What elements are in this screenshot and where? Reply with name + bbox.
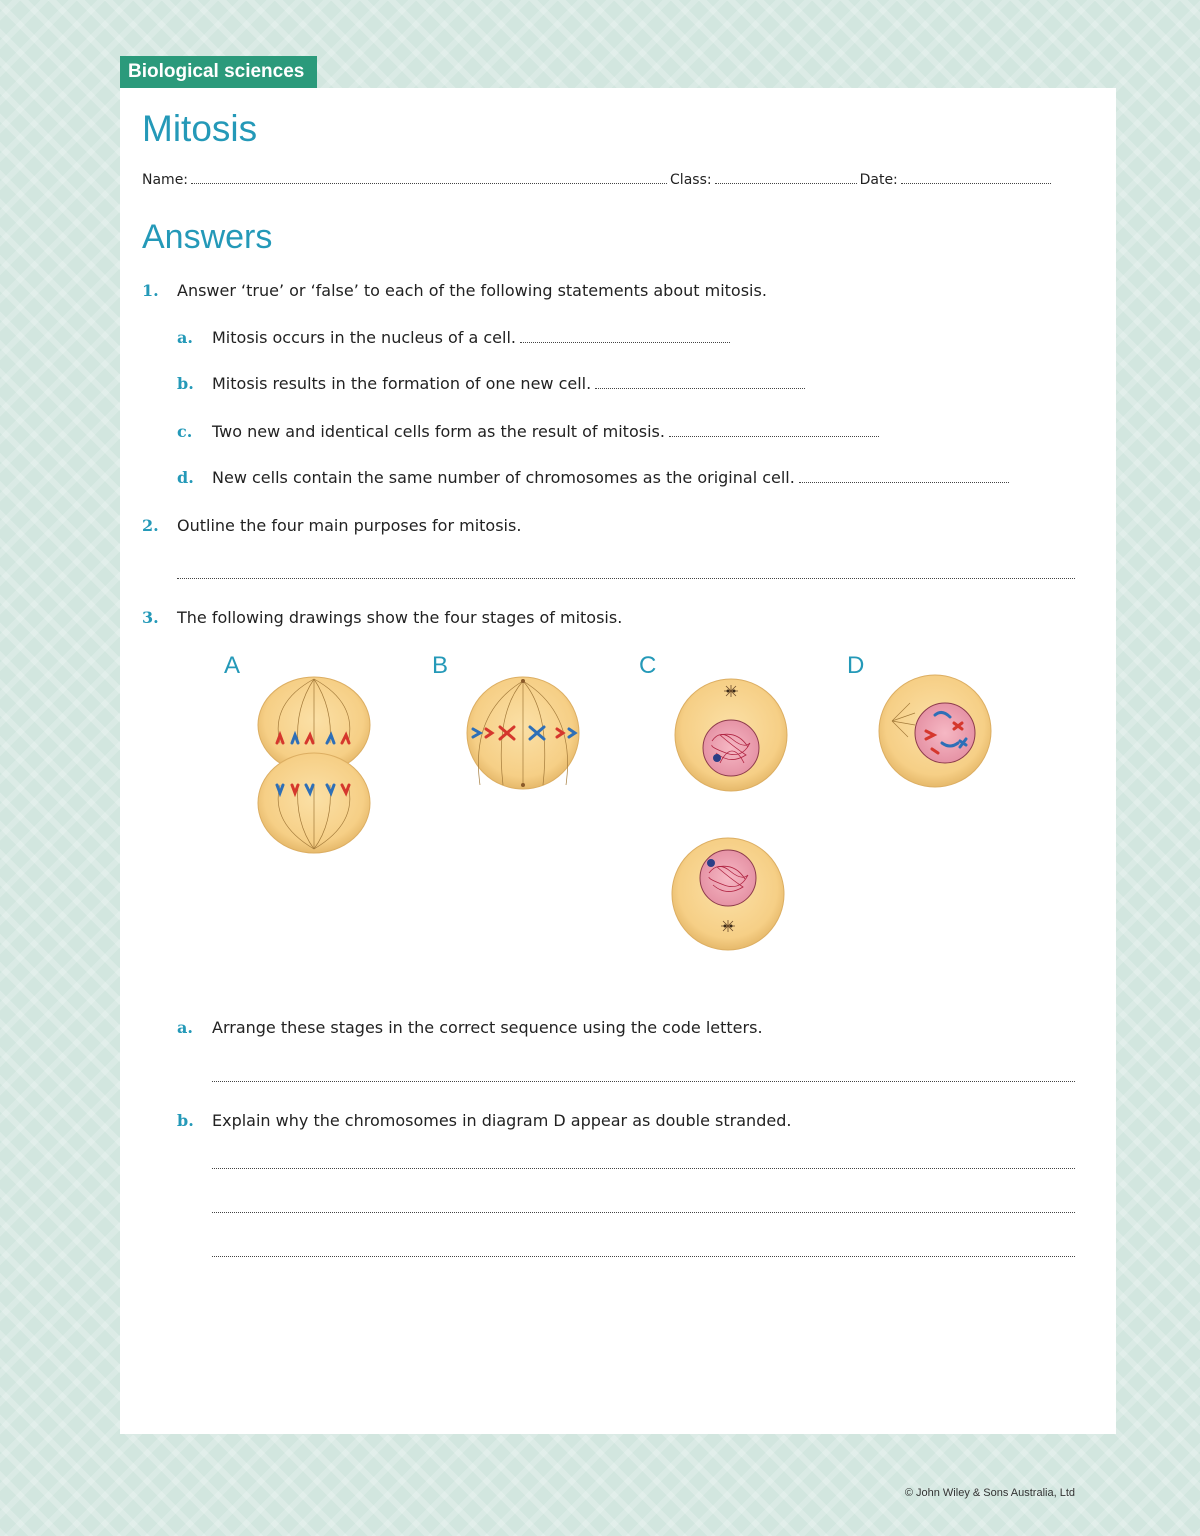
cell-diagram-a [258, 677, 370, 853]
answer-1c-line[interactable] [669, 436, 879, 437]
name-label: Name: [142, 172, 189, 188]
question-1b-text: Mitosis results in the formation of one new cell. [212, 374, 592, 393]
part-label: a. [177, 328, 193, 347]
diagram-label-c: C [639, 652, 657, 679]
question-3b-text: Explain why the chromosomes in diagram D appear as double stranded. [212, 1111, 792, 1130]
question-number: 3. [142, 608, 159, 627]
question-1c-text: Two new and identical cells form as the result of mitosis. [212, 422, 665, 441]
date-field[interactable] [901, 173, 1051, 184]
class-field[interactable] [715, 173, 857, 184]
page-title: Mitosis [142, 108, 258, 149]
class-label: Class: [670, 172, 712, 188]
name-field[interactable] [191, 173, 667, 184]
section-tag: Biological sciences [120, 56, 317, 88]
question-1c [212, 422, 879, 441]
part-label: b. [177, 1111, 194, 1130]
diagram-label-d: D [847, 652, 865, 679]
question-1d [212, 468, 1009, 487]
part-label: d. [177, 468, 194, 487]
copyright-notice: © John Wiley & Sons Australia, Ltd [904, 1487, 1075, 1499]
question-1a-text: Mitosis occurs in the nucleus of a cell. [212, 328, 516, 347]
cell-diagram-d [879, 675, 991, 787]
cell-diagram-b [467, 677, 579, 789]
date-label: Date: [859, 172, 898, 188]
question-1a [212, 328, 730, 347]
question-3-text: The following drawings show the four stages of mitosis. [177, 608, 623, 627]
answer-2-line[interactable] [177, 578, 1075, 579]
part-label: c. [177, 422, 193, 441]
answer-3b-line-1[interactable] [212, 1168, 1075, 1169]
cell-diagram-c [672, 679, 787, 950]
answer-1d-line[interactable] [799, 482, 1009, 483]
answer-3b-line-2[interactable] [212, 1212, 1075, 1213]
part-label: a. [177, 1018, 193, 1037]
question-number: 2. [142, 516, 159, 535]
question-number: 1. [142, 281, 159, 300]
question-1-text: Answer ‘true’ or ‘false’ to each of the following statements about mitosis. [177, 281, 767, 300]
worksheet-page [120, 88, 1116, 1434]
question-1d-text: New cells contain the same number of chromosomes as the original cell. [212, 468, 795, 487]
student-fields [142, 172, 1076, 188]
answer-1b-line[interactable] [595, 388, 805, 389]
question-2-text: Outline the four main purposes for mitosis. [177, 516, 522, 535]
answer-3a-line[interactable] [212, 1081, 1075, 1082]
part-label: b. [177, 374, 194, 393]
diagram-label-a: A [224, 652, 241, 679]
mitosis-diagrams [120, 673, 1116, 953]
answers-heading: Answers [142, 218, 273, 256]
question-1b [212, 374, 805, 393]
answer-3b-line-3[interactable] [212, 1256, 1075, 1257]
question-3a-text: Arrange these stages in the correct sequence using the code letters. [212, 1018, 763, 1037]
diagram-label-b: B [432, 652, 449, 679]
answer-1a-line[interactable] [520, 342, 730, 343]
